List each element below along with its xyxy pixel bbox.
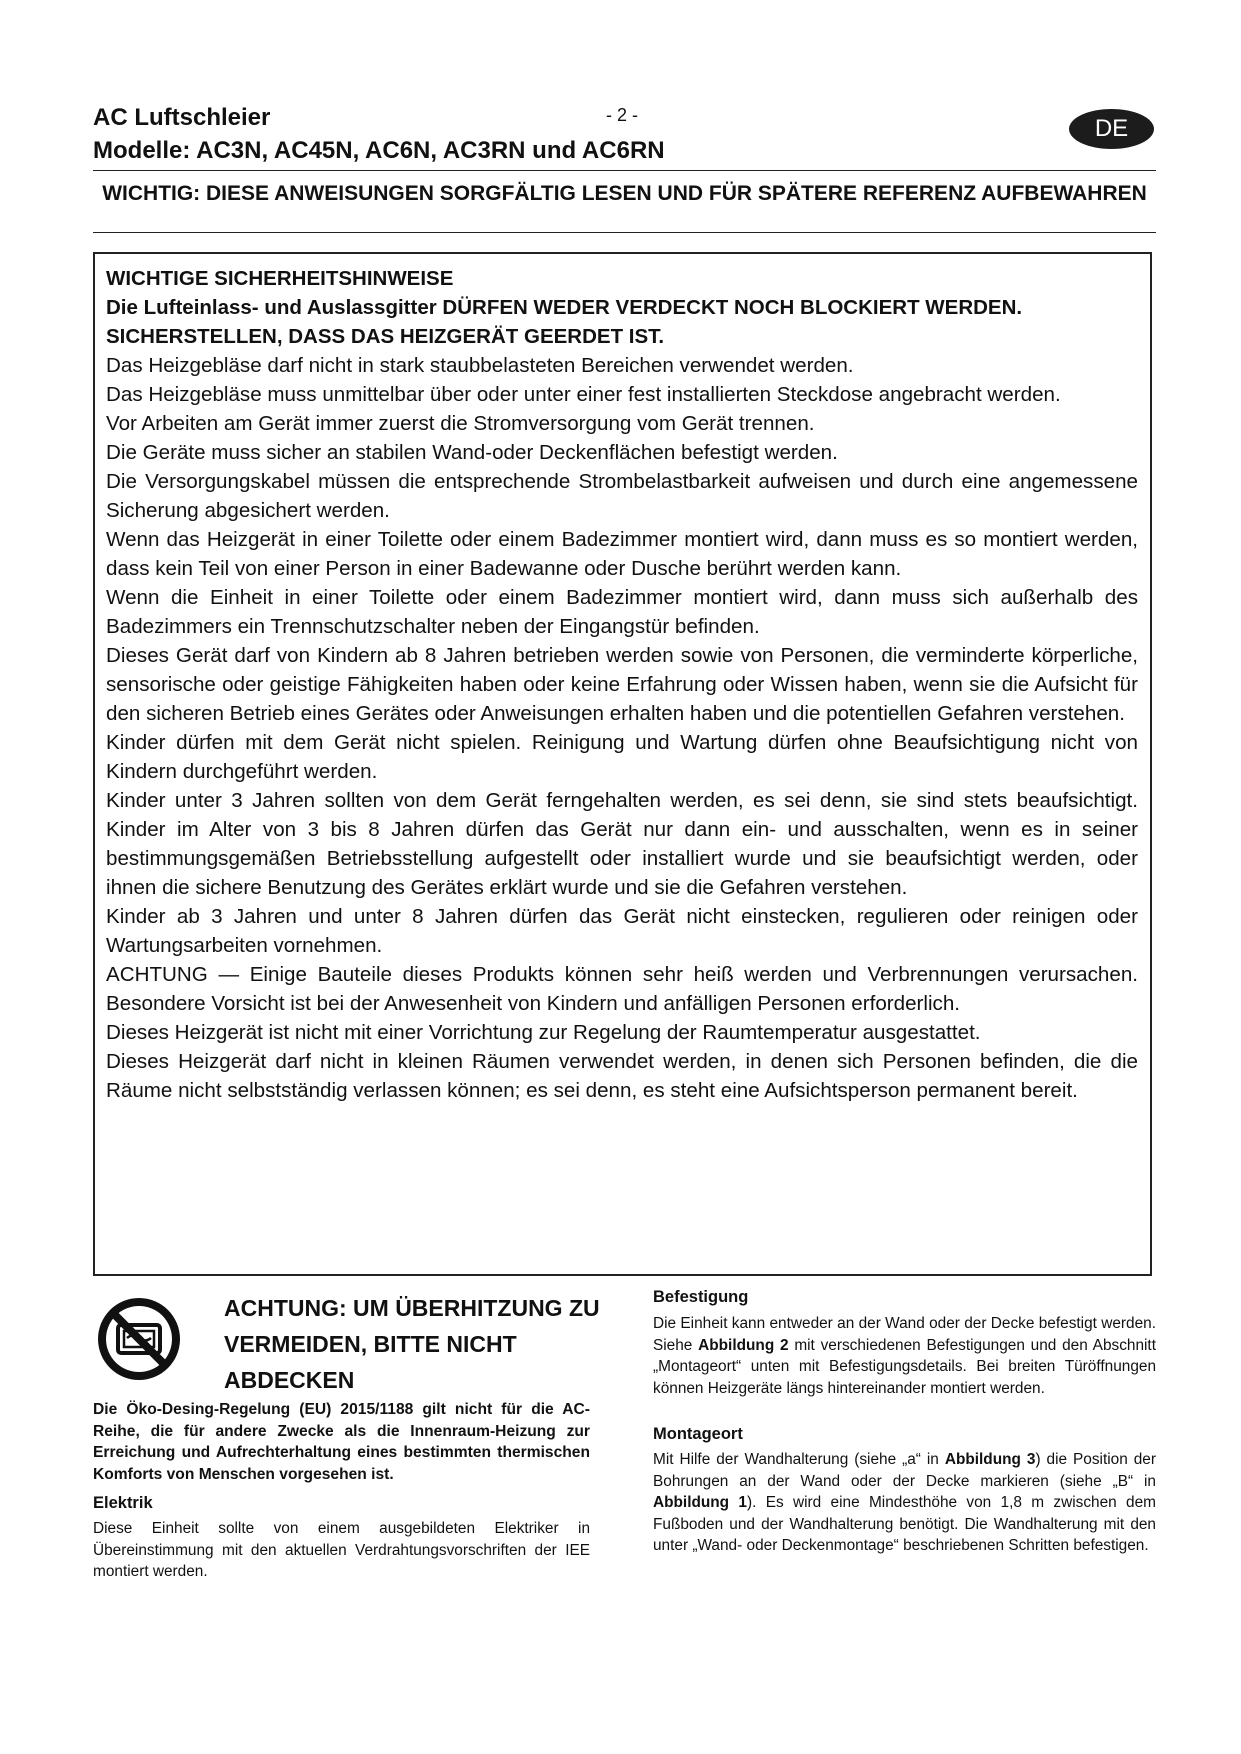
montageort-body (653, 1449, 1156, 1557)
montageort-heading: Montageort (653, 1425, 743, 1443)
safety-bold-line: SICHERSTELLEN, DASS DAS HEIZGERÄT GEERDET IST. (106, 325, 665, 348)
models-subtitle: Modelle: AC3N, AC45N, AC6N, AC3RN und AC6RN (93, 137, 665, 164)
befestigung-text: Die Einheit kann entweder an der Wand oder der Decke befestigt werden. Siehe (653, 1315, 1156, 1354)
safety-item: Vor Arbeiten am Gerät immer zuerst die Stromversorgung vom Gerät trennen. (106, 412, 815, 435)
document-title: AC Luftschleier (93, 104, 271, 131)
safety-list (106, 351, 1138, 1105)
figure-reference: Abbildung 2 (698, 1336, 789, 1354)
safety-item: Dieses Heizgerät ist nicht mit einer Vorrichtung zur Regelung der Raumtemperatur ausgestattet. (106, 1021, 981, 1044)
safety-item: Dieses Gerät darf von Kindern ab 8 Jahren betrieben werden sowie von Personen, die verminderte körperliche, sensorische oder geistige Fähigkeiten haben oder keine Erfahrung oder Wissen haben, wenn sie die Aufsicht für den sicheren Betrieb eines Gerätes oder Anweisungen erhalten haben und die potentiellen Gefahren verstehen. (106, 644, 1138, 725)
safety-item: Die Geräte muss sicher an stabilen Wand-oder Deckenflächen befestigt werden. (106, 441, 838, 464)
befestigung-heading: Befestigung (653, 1288, 749, 1306)
safety-bold-line: Die Lufteinlass- und Auslassgitter DÜRFEN WEDER VERDECKT NOCH BLOCKIERT WERDEN. (106, 296, 1023, 319)
safety-item: Dieses Heizgerät darf nicht in kleinen Räumen verwendet werden, in denen sich Personen befinden, die die Räume nicht selbstständig verlassen können; es sei denn, es steht eine Aufsichtsperson permanent bereit. (106, 1050, 1138, 1102)
elektrik-body: Diese Einheit sollte von einem ausgebildeten Elektriker in Übereinstimmung mit den aktuellen Verdrahtungsvorschriften der IEE montiert werden. (93, 1520, 590, 1580)
safety-item: Wenn die Einheit in einer Toilette oder einem Badezimmer montiert wird, dann muss sich außerhalb des Badezimmers ein Trennschutzschalter neben der Eingangstür befinden. (106, 586, 1138, 638)
safety-item: Das Heizgebläse muss unmittelbar über oder unter einer fest installierten Steckdose angebracht werden. (106, 383, 1061, 406)
do-not-cover-icon (94, 1294, 184, 1384)
safety-item: Kinder dürfen mit dem Gerät nicht spielen. Reinigung und Wartung dürfen ohne Beaufsichtigung nicht von Kindern durchgeführt werden. (106, 731, 1138, 783)
safety-item: Das Heizgebläse darf nicht in stark staubbelasteten Bereichen verwendet werden. (106, 354, 854, 377)
overheat-warning-title: ACHTUNG: UM ÜBERHITZUNG ZU VERMEIDEN, BITTE NICHT ABDECKEN (224, 1295, 600, 1393)
header-rule (93, 170, 1156, 171)
befestigung-body (653, 1313, 1156, 1399)
montageort-text: Mit Hilfe der Wandhalterung (siehe „a“ in (653, 1451, 945, 1468)
notice-rule (93, 232, 1156, 233)
figure-reference: Abbildung 1 (653, 1494, 747, 1511)
safety-item: Wenn das Heizgerät in einer Toilette oder einem Badezimmer montiert wird, dann muss es so montiert werden, dass kein Teil von einer Person in einer Badewanne oder Dusche berührt werden kann. (106, 528, 1138, 580)
elektrik-heading: Elektrik (93, 1494, 153, 1512)
safety-item: Kinder ab 3 Jahren und unter 8 Jahren dürfen das Gerät nicht einstecken, regulieren oder reinigen oder Wartungsarbeiten vornehmen. (106, 905, 1138, 957)
important-notice: WICHTIG: DIESE ANWEISUNGEN SORGFÄLTIG LESEN UND FÜR SPÄTERE REFERENZ AUFBEWAHREN (102, 182, 1147, 205)
page-number: - 2 - (606, 105, 639, 125)
montageort-text: ) die Position der Bohrungen an der Wand oder der Decke markieren (siehe „B“ in (653, 1451, 1156, 1490)
befestigung-text: mit verschiedenen Befestigungen und den Abschnitt „Montageort“ unten mit Befestigungsdetails. Bei breiten Türöffnungen können Heizgeräte längs hintereinander montiert werden. (653, 1336, 1156, 1397)
eco-design-note: Die Öko-Desing-Regelung (EU) 2015/1188 gilt nicht für die AC-Reihe, die für andere Zwecke als die Innenraum-Heizung zur Erreichung und Aufrechterhaltung eines bestimmten thermischen Komforts von Menschen vorgesehen ist. (93, 1401, 590, 1483)
montageort-text: ). Es wird eine Mindesthöhe von 1,8 m zwischen dem Fußboden und der Wandhalterung benötigt. Die Wandhalterung mit den unter „Wand- oder Deckenmontage“ beschriebenen Schritten befestigen. (653, 1494, 1156, 1554)
safety-item: Kinder unter 3 Jahren sollten von dem Gerät ferngehalten werden, es sei denn, sie sind stets beaufsichtigt. Kinder im Alter von 3 bis 8 Jahren dürfen das Gerät nur dann ein- und ausschalten, wenn es in seiner bestimmungsgemäßen Betriebsstellung aufgestellt oder installiert wurde und sie beaufsichtigt werden, oder ihnen die sichere Benutzung des Gerätes erklärt wurde und sie die Gefahren verstehen. (106, 789, 1138, 899)
safety-item: ACHTUNG — Einige Bauteile dieses Produkts können sehr heiß werden und Verbrennungen verursachen. Besondere Vorsicht ist bei der Anwesenheit von Kindern und anfälligen Personen erforderlich. (106, 963, 1138, 1015)
safety-heading: WICHTIGE SICHERHEITSHINWEISE (106, 267, 454, 290)
safety-item: Die Versorgungskabel müssen die entsprechende Strombelastbarkeit aufweisen und durch eine angemessene Sicherung abgesichert werden. (106, 470, 1138, 522)
figure-reference: Abbildung 3 (944, 1451, 1036, 1468)
safety-instructions-box (93, 252, 1152, 1276)
language-badge: DE (1069, 109, 1154, 149)
